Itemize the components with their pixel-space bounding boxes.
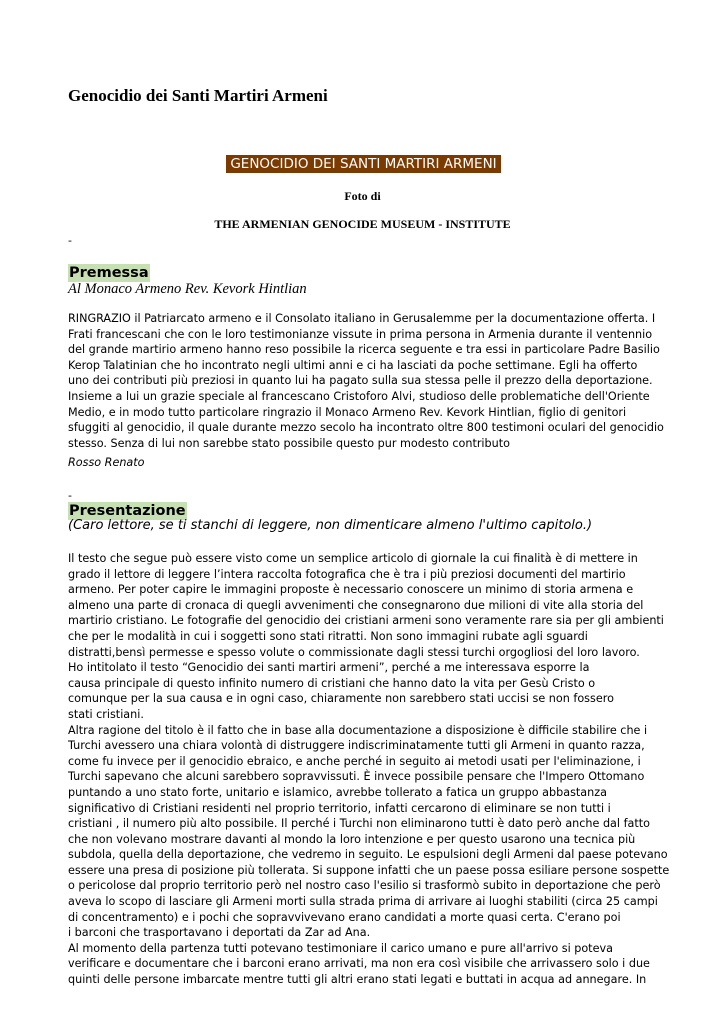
paragraph-line: Altra ragione del titolo è il fatto che in base alla documentazione a disposizione è difficile stabilire che i	[68, 723, 648, 737]
paragraph-line: uno dei contributi più preziosi in quanto lui ha pagato sulla sua stessa pelle il prezzo della deportazione.	[68, 374, 653, 388]
separator-dash: -	[68, 234, 72, 247]
paragraph-line: subdola, quella della deportazione, che vedremo in seguito. Le espulsioni degli Armeni dal paese potevano	[68, 848, 668, 862]
paragraph-line: di concentramento) e i pochi che sopravvivevano erano candidati a morte quasi certa. C'erano poi	[68, 910, 621, 924]
paragraph-line: almeno una parte di cronaca di quegli avvenimenti che consegnarono due milioni di vite alla storia del	[68, 598, 644, 612]
premessa-body	[68, 311, 664, 451]
paragraph-line: stesso. Senza di lui non sarebbe stato possibile questo pur modesto contributo	[68, 436, 510, 450]
presentazione-heading: Presentazione	[69, 503, 186, 519]
presentazione-body	[68, 551, 670, 988]
paragraph-line: Al momento della partenza tutti potevano testimoniare il carico umano e pure all'arrivo si poteva	[68, 941, 613, 955]
paragraph-line: verificare e documentare che i barconi erano arrivati, ma non era così visibile che arrivassero solo i due	[68, 957, 650, 971]
paragraph-line: grado il lettore di leggere l’intera raccolta fotografica che è tra i più preziosi documenti del martirio	[68, 567, 626, 581]
separator-dash: -	[68, 489, 72, 502]
paragraph-line: Kerop Talatinian che ho incontrato negli ultimi anni e ci ha lasciati da poche settimane. Egli ha offerto	[68, 358, 638, 372]
photo-credit-label: Foto di	[344, 189, 381, 203]
paragraph-line: Medio, e in modo tutto particolare ringrazio il Monaco Armeno Rev. Kevork Hintlian, figlio di genitori	[68, 405, 627, 419]
paragraph-line: quinti delle persone imbarcate mentre tutti gli altri erano stati legati e buttati in acqua ad annegare. In	[68, 973, 647, 987]
paragraph-line: i barconi che trasportavano i deportati da Zar ad Ana.	[68, 926, 371, 940]
premessa-heading: Premessa	[69, 265, 149, 281]
paragraph-line: sfuggiti al genocidio, il quale durante mezzo secolo ha incontrato oltre 800 testimoni oculari del genocidio	[68, 421, 664, 435]
paragraph-line: causa principale di questo infinito numero di cristiani che hanno dato la vita per Gesù Cristo o	[68, 676, 596, 690]
paragraph-line: essere una presa di posizione più tollerata. Si suppone infatti che un paese possa esiliare persone sospette	[68, 863, 670, 877]
photo-credit-source: THE ARMENIAN GENOCIDE MUSEUM - INSTITUTE	[214, 217, 511, 231]
paragraph-line: Turchi sapevano che alcuni sarebbero sopravvissuti. È invece possibile pensare che l'Impero Ottomano	[68, 770, 645, 784]
paragraph-line: che per le modalità in cui i soggetti sono stati ritratti. Non sono immagini rubate agli sguardi	[68, 629, 588, 643]
paragraph-line: o pericolose dal proprio territorio però nel nostro caso l'esilio si trasformò subito in deportazione che però	[68, 879, 661, 893]
paragraph-line: RINGRAZIO il Patriarcato armeno e il Consolato italiano in Gerusalemme per la documentazione offerta. I	[68, 312, 656, 325]
paragraph-line: aveva lo scopo di lasciare gli Armeni morti sulla strada prima di arrivare ai luoghi stabiliti (circa 25 campi	[68, 895, 658, 909]
paragraph-line: come fu invece per il genocidio ebraico, e anche perché in seguito ai metodi usati per l'eliminazione, i	[68, 754, 641, 768]
paragraph-line: che non volevano mostrare davanti al mondo la loro intenzione e per questo usarono una tecnica più	[68, 832, 636, 846]
paragraph-line: puntando a uno stato forte, unitario e islamico, avrebbe tollerato a fatica un gruppo abbastanza	[68, 785, 607, 799]
presentazione-subtitle: (Caro lettore, se ti stanchi di leggere, non dimenticare almeno l'ultimo capitolo.)	[68, 518, 593, 533]
paragraph-line: significativo di Cristiani residenti nel proprio territorio, infatti cercarono di eliminare se non tutti i	[68, 801, 611, 815]
paragraph-line: Ho intitolato il testo “Genocidio dei santi martiri armeni”, perché a me interessava esporre la	[68, 661, 590, 675]
signature: Rosso Renato	[68, 456, 145, 469]
paragraph-line: distratti,bensì permesse e spesso volute o commissionate dagli stessi turchi orgogliosi del loro lavoro.	[68, 645, 640, 659]
paragraph-line: martirio cristiano. Le fotografie del genocidio dei cristiani armeni sono veramente rare sia per gli ambienti	[68, 614, 664, 628]
paragraph-line: armeno. Per poter capire le immagini proposte è necessario conoscere un minimo di storia armena e	[68, 583, 634, 597]
title-banner: GENOCIDIO DEI SANTI MARTIRI ARMENI	[226, 155, 500, 173]
paragraph-line: comunque per la sua causa e in ogni caso, chiaramente non sarebbero stati uccisi se non fossero	[68, 692, 614, 706]
paragraph-line: cristiani , il numero più alto possibile. Il perché i Turchi non eliminarono tutti è dato però anche dal fatto	[68, 817, 650, 831]
document-title: Genocidio dei Santi Martiri Armeni	[68, 86, 328, 105]
paragraph-line: del grande martirio armeno hanno reso possibile la ricerca seguente e tra essi in particolare Padre Basilio	[68, 343, 660, 357]
paragraph-line: stati cristiani.	[68, 707, 144, 721]
premessa-subtitle: Al Monaco Armeno Rev. Kevork Hintlian	[68, 281, 307, 297]
banner-container	[0, 153, 725, 173]
paragraph-line: Il testo che segue può essere visto come un semplice articolo di giornale la cui finalità è di mettere in	[68, 552, 638, 565]
paragraph-line: Insieme a lui un grazie speciale al francescano Cristoforo Alvi, studioso delle problematiche dell'Oriente	[68, 389, 650, 403]
paragraph-line: Frati francescani che con le loro testimonianze vissute in prima persona in Armenia durante il ventennio	[68, 327, 653, 341]
paragraph-line: Turchi avessero una chiara volontà di distruggere indiscriminatamente tutti gli Armeni in quanto razza,	[68, 739, 645, 753]
